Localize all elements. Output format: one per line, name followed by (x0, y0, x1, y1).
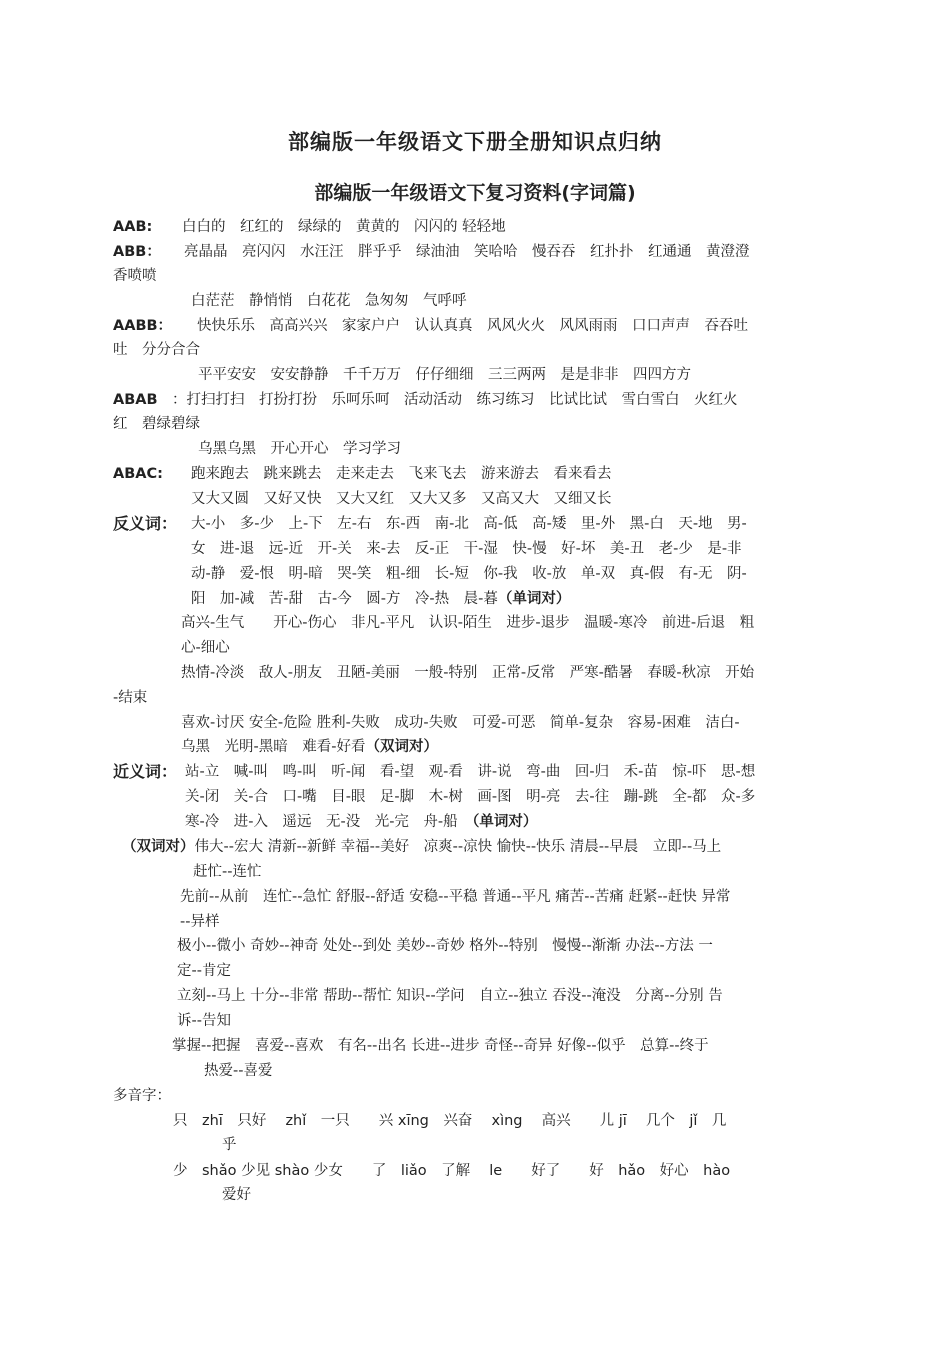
polyphone-line-1: 只 zhī 只好 zhǐ 一只 兴 xīng 兴奋 xìng 高兴 儿 jī 几个 jǐ 几 (173, 1113, 727, 1129)
abab-label: ABAB (113, 392, 158, 408)
abac-label: ABAC: (113, 466, 163, 482)
abab-line-3: 乌黑乌黑 开心开心 学习学习 (198, 441, 401, 457)
synonym-line-8: 极小--微小 奇妙--神奇 处处--到处 美妙--奇妙 格外--特别 慢慢--渐渐 办法--方法 一 (177, 938, 713, 954)
antonym-line-10 (181, 737, 438, 757)
antonym-line-7: 热情-冷淡 敌人-朋友 丑陋-美丽 一般-特别 正常-反常 严寒-酷暑 春暖-秋凉 开始 (181, 665, 755, 681)
abb-line-3: 白茫茫 静悄悄 白花花 急匆匆 气呼呼 (191, 293, 467, 309)
abac-line-1: 跑来跑去 跳来跳去 走来走去 飞来飞去 游来游去 看来看去 (191, 466, 612, 482)
single-pair-tag: （单词对） (497, 591, 571, 607)
abb-line-2: 香喷喷 (113, 268, 157, 284)
synonym-label: 近义词： (113, 762, 178, 781)
synonym-line-3 (185, 812, 537, 832)
synonym-line-1: 站-立 喊-叫 鸣-叫 听-闻 看-望 观-看 讲-说 弯-曲 回-归 禾-苗 惊-吓 思-想 (185, 764, 756, 780)
antonym-line-4-text: 阳 加-减 苦-甜 古-今 圆-方 冷-热 晨-暮 (191, 591, 498, 607)
polyphone-label: 多音字： (113, 1088, 171, 1104)
synonym-line-4-text: 伟大--宏大 清新--新鲜 幸福--美好 凉爽--凉快 愉快--快乐 清晨--早晨 立即--马上 (194, 839, 722, 855)
synonym-single-pair-tag: （单词对） (472, 814, 538, 830)
synonym-line-10: 立刻--马上 十分--非常 帮助--帮忙 知识--学问 自立--独立 吞没--淹没 分离--分别 告 (177, 988, 723, 1004)
synonym-line-4 (122, 837, 721, 857)
antonym-line-1: 大-小 多-少 上-下 左-右 东-西 南-北 高-低 高-矮 里-外 黑-白 天-地 男- (191, 516, 747, 532)
polyphone-line-4: 爱好 (222, 1187, 251, 1203)
antonym-line-6: 心-细心 (181, 640, 230, 656)
abab-line-1: ：打扫打扫 打扮打扮 乐呵乐呵 活动活动 练习练习 比试比试 雪白雪白 火红火 (172, 392, 738, 408)
aab-label: AAB: (113, 219, 153, 235)
synonym-line-11: 诉--告知 (177, 1013, 231, 1029)
aabb-line-1: 快快乐乐 高高兴兴 家家户户 认认真真 风风火火 风风雨雨 口口声声 吞吞吐 (197, 318, 748, 334)
antonym-line-8: -结束 (113, 690, 148, 706)
page-subtitle: 部编版一年级语文下复习资料(字词篇) (314, 182, 636, 204)
antonym-line-10-text: 乌黑 光明-黑暗 难看-好看 (181, 739, 366, 755)
antonym-line-9: 喜欢-讨厌 安全-危险 胜利-失败 成功-失败 可爱-可恶 简单-复杂 容易-困难 洁白- (181, 715, 740, 731)
abac-line-2: 又大又圆 又好又快 又大又红 又大又多 又高又大 又细又长 (191, 491, 612, 507)
synonym-line-12: 掌握--把握 喜爱--喜欢 有名--出名 长进--进步 奇怪--奇异 好像--似乎 总算--终于 (172, 1038, 709, 1054)
synonym-line-9: 定--肯定 (177, 963, 231, 979)
abb-line-1: 亮晶晶 亮闪闪 水汪汪 胖乎乎 绿油油 笑哈哈 慢吞吞 红扑扑 红通通 黄澄澄 (184, 244, 750, 260)
polyphone-line-2: 乎 (222, 1137, 237, 1153)
antonym-line-2: 女 进-退 远-近 开-关 来-去 反-正 干-湿 快-慢 好-坏 美-丑 老-少 是-非 (191, 541, 742, 557)
synonym-line-2: 关-闭 关-合 口-嘴 目-眼 足-脚 木-树 画-图 明-亮 去-往 蹦-跳 全-都 众-多 (185, 789, 756, 805)
antonym-line-5: 高兴-生气 开心-伤心 非凡-平凡 认识-陌生 进步-退步 温暖-寒冷 前进-后退 粗 (181, 615, 755, 631)
aabb-label: AABB： (113, 318, 173, 334)
antonym-line-3: 动-静 爱-恨 明-暗 哭-笑 粗-细 长-短 你-我 收-放 单-双 真-假 有-无 阴- (191, 566, 747, 582)
double-pair-tag: （双词对） (365, 739, 438, 755)
aabb-line-2: 吐 分分合合 (113, 342, 200, 358)
abab-line-2: 红 碧绿碧绿 (113, 416, 200, 432)
synonym-line-5: 赶忙--连忙 (193, 864, 262, 880)
synonym-line-13: 热爱--喜爱 (204, 1063, 273, 1079)
synonym-line-7: --异样 (180, 914, 220, 930)
antonym-label: 反义词： (113, 514, 178, 533)
synonym-line-3-text: 寒-冷 进-入 遥远 无-没 光-完 舟-船 (185, 814, 473, 830)
aabb-line-3: 平平安安 安安静静 千千万万 仔仔细细 三三两两 是是非非 四四方方 (198, 367, 691, 383)
polyphone-line-3: 少 shǎo 少见 shào 少女 了 liǎo 了解 le 好了 好 hǎo 好心 hào (173, 1163, 731, 1179)
synonym-double-pair-tag: （双词对） (122, 839, 195, 855)
aab-line-1: 白白的 红红的 绿绿的 黄黄的 闪闪的 轻轻地 (182, 219, 506, 235)
page-title: 部编版一年级语文下册全册知识点归纳 (288, 130, 662, 154)
antonym-line-4 (191, 589, 570, 609)
synonym-line-6: 先前--从前 连忙--急忙 舒服--舒适 安稳--平稳 普通--平凡 痛苦--苦痛 赶紧--赶快 异常 (180, 889, 731, 905)
abb-label: ABB： (113, 244, 161, 260)
